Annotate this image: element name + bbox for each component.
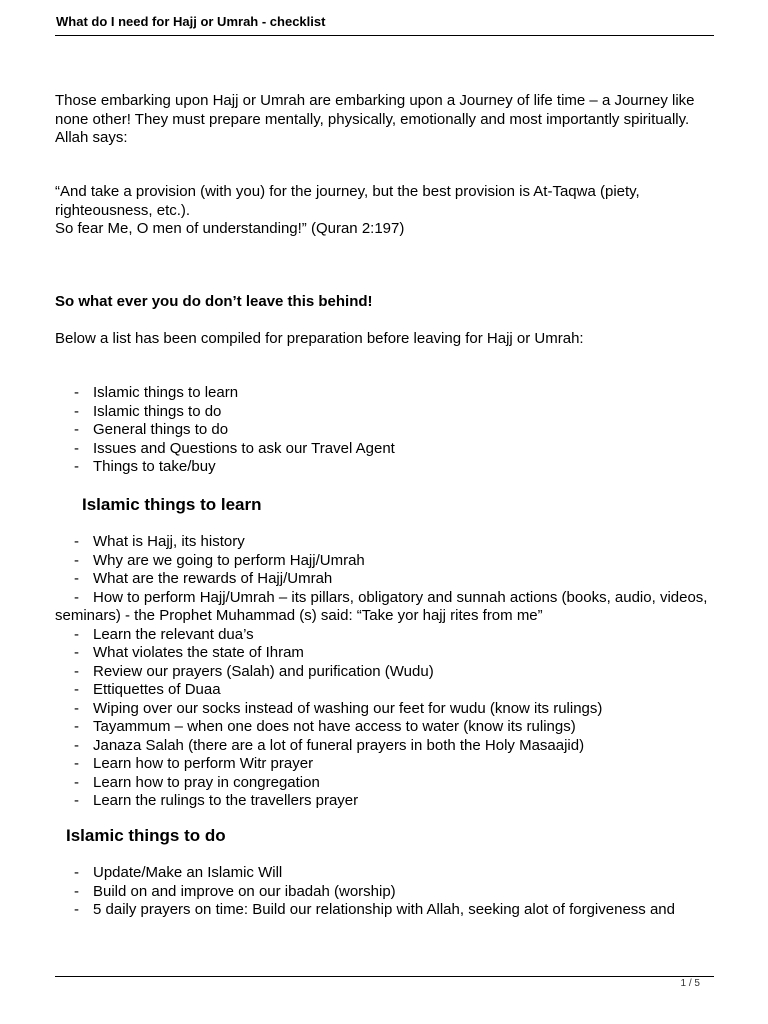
list-item: - Why are we going to perform Hajj/Umrah (55, 552, 715, 571)
list-item: - Learn the rulings to the travellers prayer (55, 792, 715, 811)
list-item: - Janaza Salah (there are a lot of funeral prayers in both the Holy Masaajid) (55, 737, 715, 756)
overview-list (55, 384, 395, 477)
list-intro: Below a list has been compiled for preparation before leaving for Hajj or Umrah: (55, 330, 584, 347)
list-item: - Tayammum – when one does not have access to water (know its rulings) (55, 718, 715, 737)
list-item: - General things to do (55, 421, 395, 440)
list-item: - Ettiquettes of Duaa (55, 681, 715, 700)
emphasis-line: So what ever you do don’t leave this behind! (55, 293, 373, 310)
list-item: - 5 daily prayers on time: Build our relationship with Allah, seeking alot of forgiveness and (55, 901, 735, 920)
page-number: 1 / 5 (680, 978, 700, 989)
list-item: - Update/Make an Islamic Will (55, 864, 735, 883)
document-title: What do I need for Hajj or Umrah - checklist (56, 14, 326, 29)
section-heading-do: Islamic things to do (66, 826, 226, 845)
do-list (55, 864, 735, 920)
list-item: - Review our prayers (Salah) and purification (Wudu) (55, 663, 715, 682)
list-item: - What violates the state of Ihram (55, 644, 715, 663)
list-item: - Islamic things to learn (55, 384, 395, 403)
footer-divider (55, 976, 714, 977)
list-item: - What are the rewards of Hajj/Umrah (55, 570, 715, 589)
list-item: - Build on and improve on our ibadah (worship) (55, 883, 735, 902)
list-item: - Wiping over our socks instead of washing our feet for wudu (know its rulings) (55, 700, 715, 719)
list-item: - Issues and Questions to ask our Travel Agent (55, 440, 395, 459)
section-heading-learn: Islamic things to learn (82, 495, 262, 514)
list-item: - How to perform Hajj/Umrah – its pillars, obligatory and sunnah actions (books, audio, videos, seminars) - the Prophet Muhammad (s) said: “Take yor hajj rites from me” (55, 588, 708, 624)
list-item: - What is Hajj, its history (55, 533, 715, 552)
intro-paragraph: Those embarking upon Hajj or Umrah are embarking upon a Journey of life time – a Journey like none other! They must prepare mentally, physically, emotionally and most importantly spiritually. Allah says: (55, 92, 695, 146)
list-item: - Islamic things to do (55, 403, 395, 422)
quran-quote-line-1: “And take a provision (with you) for the journey, but the best provision is At-Taqwa (piety, righteousness, etc.). (55, 183, 640, 219)
header-divider (55, 35, 714, 36)
list-item: - Learn how to perform Witr prayer (55, 755, 715, 774)
list-item: - Learn the relevant dua’s (55, 626, 715, 645)
learn-list (55, 533, 715, 811)
quran-quote-line-2: So fear Me, O men of understanding!” (Quran 2:197) (55, 220, 405, 237)
list-item: - Things to take/buy (55, 458, 395, 477)
list-item: - Learn how to pray in congregation (55, 774, 715, 793)
